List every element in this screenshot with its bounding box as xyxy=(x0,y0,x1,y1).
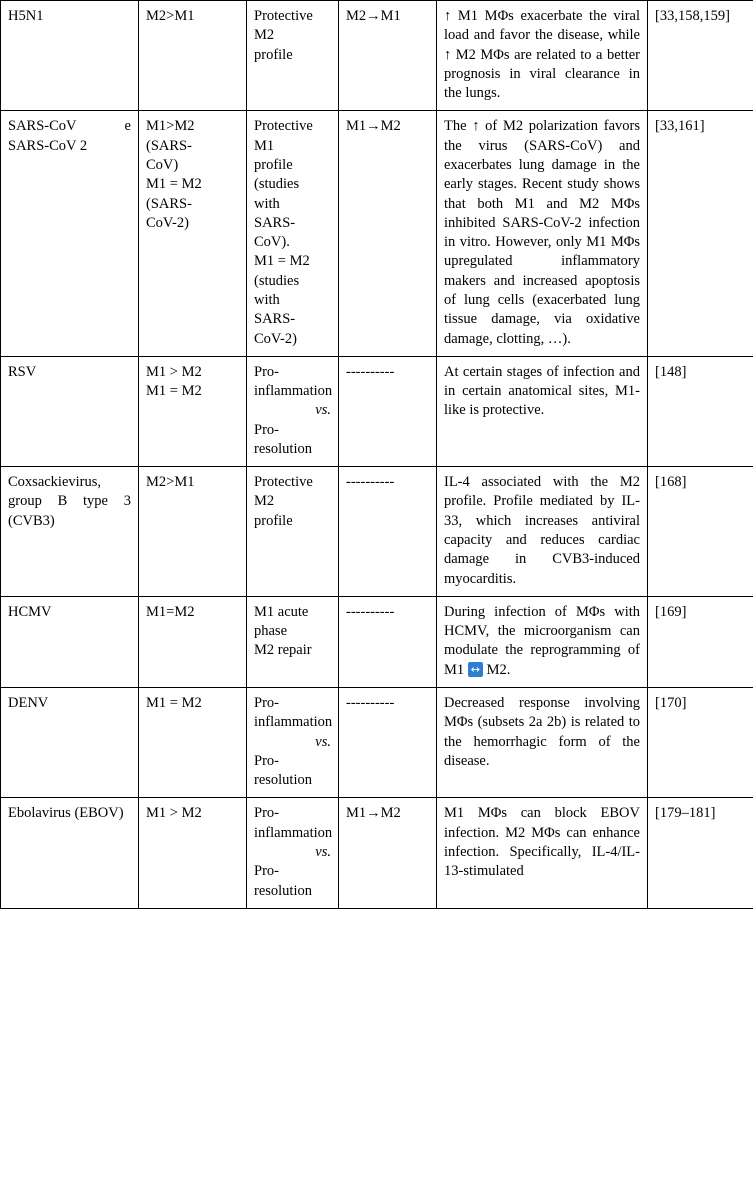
profile-line: Protective xyxy=(254,118,313,135)
cell-virus xyxy=(1,798,139,908)
profile-line: Pro- xyxy=(254,695,279,711)
profile-line: with xyxy=(254,195,280,212)
profile-line: vs. xyxy=(315,733,331,750)
cell-notes: Decreased response involving MΦs (subsets 2a 2b) is related to the hemorrhagic form of the disease. xyxy=(437,688,648,798)
polarization-line: CoV-2) xyxy=(146,214,189,231)
profile-line: CoV-2) xyxy=(254,330,297,347)
polarization-line: (SARS- xyxy=(146,137,192,154)
polarization-line: M1 > M2 xyxy=(146,363,202,380)
cell-notes: At certain stages of infection and in certain anatomical sites, M1-like is protective. xyxy=(437,356,648,466)
cell-shift: M1→M2 xyxy=(339,798,437,908)
bidirectional-arrow-icon: ↔ xyxy=(468,662,483,677)
profile-line: M1 acute xyxy=(254,603,309,620)
profile-line: profile xyxy=(254,512,293,529)
cell-virus: HCMV xyxy=(1,596,139,687)
cell-reference: [170] xyxy=(648,688,753,798)
table-row xyxy=(1,688,753,798)
cell-virus xyxy=(1,111,139,356)
profile-line: resolution xyxy=(254,882,312,899)
cell-polarization xyxy=(139,798,247,908)
cell-profile xyxy=(247,111,339,356)
cell-shift: ---------- xyxy=(339,467,437,597)
cell-polarization xyxy=(139,1,247,111)
cell-profile xyxy=(247,1,339,111)
cell-profile xyxy=(247,798,339,908)
profile-line: Protective xyxy=(254,474,313,491)
profile-line: (studies xyxy=(254,176,300,193)
profile-line: phase xyxy=(254,623,288,640)
polarization-line: M1 = M2 xyxy=(146,176,202,193)
profile-line: Pro- xyxy=(254,752,279,769)
profile-line: vs. xyxy=(315,843,331,860)
table-row xyxy=(1,111,753,356)
profile-line: (studies xyxy=(254,272,300,289)
polarization-line: M1>M2 xyxy=(146,118,195,135)
notes-text: During infection of MΦs with HCMV, the microorganism can modulate the reprogramming of M1 xyxy=(444,603,640,678)
profile-line: inflammation xyxy=(254,824,333,841)
table-row xyxy=(1,596,753,687)
polarization-line: CoV) xyxy=(146,156,179,173)
cell-profile xyxy=(247,356,339,466)
virus-name: Ebolavirus (EBOV) xyxy=(8,805,124,822)
cell-notes: IL-4 associated with the M2 profile. Profile mediated by IL-33, which increases antiviral capacity and reduces cardiac damage in CVB3-induced myocarditis. xyxy=(437,467,648,597)
polarization-line: M1=M2 xyxy=(146,603,195,620)
cell-reference: [169] xyxy=(648,596,753,687)
polarization-line: M2>M1 xyxy=(146,474,195,491)
cell-reference: [148] xyxy=(648,356,753,466)
virus-name: Coxsackievirus, group B type 3 (CVB3) xyxy=(8,474,131,529)
cell-notes xyxy=(437,596,648,687)
profile-line: M2 repair xyxy=(254,642,312,659)
cell-virus: H5N1 xyxy=(1,1,139,111)
cell-notes: M1 MΦs can block EBOV infection. M2 MΦs can enhance infection. Specifically, IL-4/IL-13-stimulated xyxy=(437,798,648,908)
profile-line: M2 xyxy=(254,493,275,510)
cell-profile xyxy=(247,688,339,798)
cell-reference: [33,161] xyxy=(648,111,753,356)
profile-line: vs. xyxy=(315,402,331,419)
profile-line: profile xyxy=(254,156,293,173)
cell-polarization xyxy=(139,596,247,687)
profile-line: SARS- xyxy=(254,311,296,328)
cell-polarization xyxy=(139,356,247,466)
table-row xyxy=(1,1,753,111)
cell-polarization xyxy=(139,467,247,597)
profile-line: resolution xyxy=(254,440,312,457)
profile-line: Pro- xyxy=(254,363,279,380)
cell-reference: [33,158,159] xyxy=(648,1,753,111)
cell-shift: ---------- xyxy=(339,356,437,466)
profile-line: Protective xyxy=(254,8,313,24)
cell-virus xyxy=(1,467,139,597)
cell-polarization xyxy=(139,688,247,798)
profile-line: inflammation xyxy=(254,714,333,731)
cell-profile xyxy=(247,596,339,687)
polarization-line: M1 = M2 xyxy=(146,695,202,711)
profile-line: resolution xyxy=(254,772,312,789)
profile-line: Pro- xyxy=(254,805,279,822)
profile-line: M1 xyxy=(254,137,275,154)
profile-line: M2 xyxy=(254,27,275,44)
profile-line: with xyxy=(254,291,280,308)
profile-line: Pro- xyxy=(254,421,279,438)
cell-polarization xyxy=(139,111,247,356)
cell-shift: ---------- xyxy=(339,596,437,687)
cell-reference: [179–181] xyxy=(648,798,753,908)
profile-line: profile xyxy=(254,46,293,63)
cell-virus: DENV xyxy=(1,688,139,798)
notes-text-cont: M2. xyxy=(483,661,511,678)
polarization-line: M1 = M2 xyxy=(146,383,202,400)
profile-line: SARS- xyxy=(254,214,296,231)
cell-notes: ↑ M1 MΦs exacerbate the viral load and favor the disease, while ↑ M2 MΦs are related to a better prognosis in viral clearance in the lungs. xyxy=(437,1,648,111)
cell-shift: M2→M1 xyxy=(339,1,437,111)
profile-line: M1 = M2 xyxy=(254,253,310,270)
polarization-line: M2>M1 xyxy=(146,8,195,24)
table-row xyxy=(1,356,753,466)
cell-virus: RSV xyxy=(1,356,139,466)
virus-name: SARS-CoV e SARS-CoV 2 xyxy=(8,118,131,154)
cell-notes: The ↑ of M2 polarization favors the virus (SARS-CoV) and exacerbates lung damage in the early stages. Recent study shows that both M1 and M2 MΦs inhibited SARS-CoV-2 infection in vitro. However, only M1 MΦs upregulated inflammatory makers and increased apoptosis of lung cells (exacerbated lung tissue damage, via oxidative damage, clotting, …). xyxy=(437,111,648,356)
profile-line: CoV). xyxy=(254,234,290,251)
cell-reference: [168] xyxy=(648,467,753,597)
table-row xyxy=(1,467,753,597)
polarization-line: (SARS- xyxy=(146,195,192,212)
table-row xyxy=(1,798,753,908)
cell-profile xyxy=(247,467,339,597)
profile-line: inflammation xyxy=(254,383,333,400)
cell-shift: ---------- xyxy=(339,688,437,798)
profile-line: Pro- xyxy=(254,863,279,880)
cell-shift: M1→M2 xyxy=(339,111,437,356)
polarization-line: M1 > M2 xyxy=(146,805,202,822)
